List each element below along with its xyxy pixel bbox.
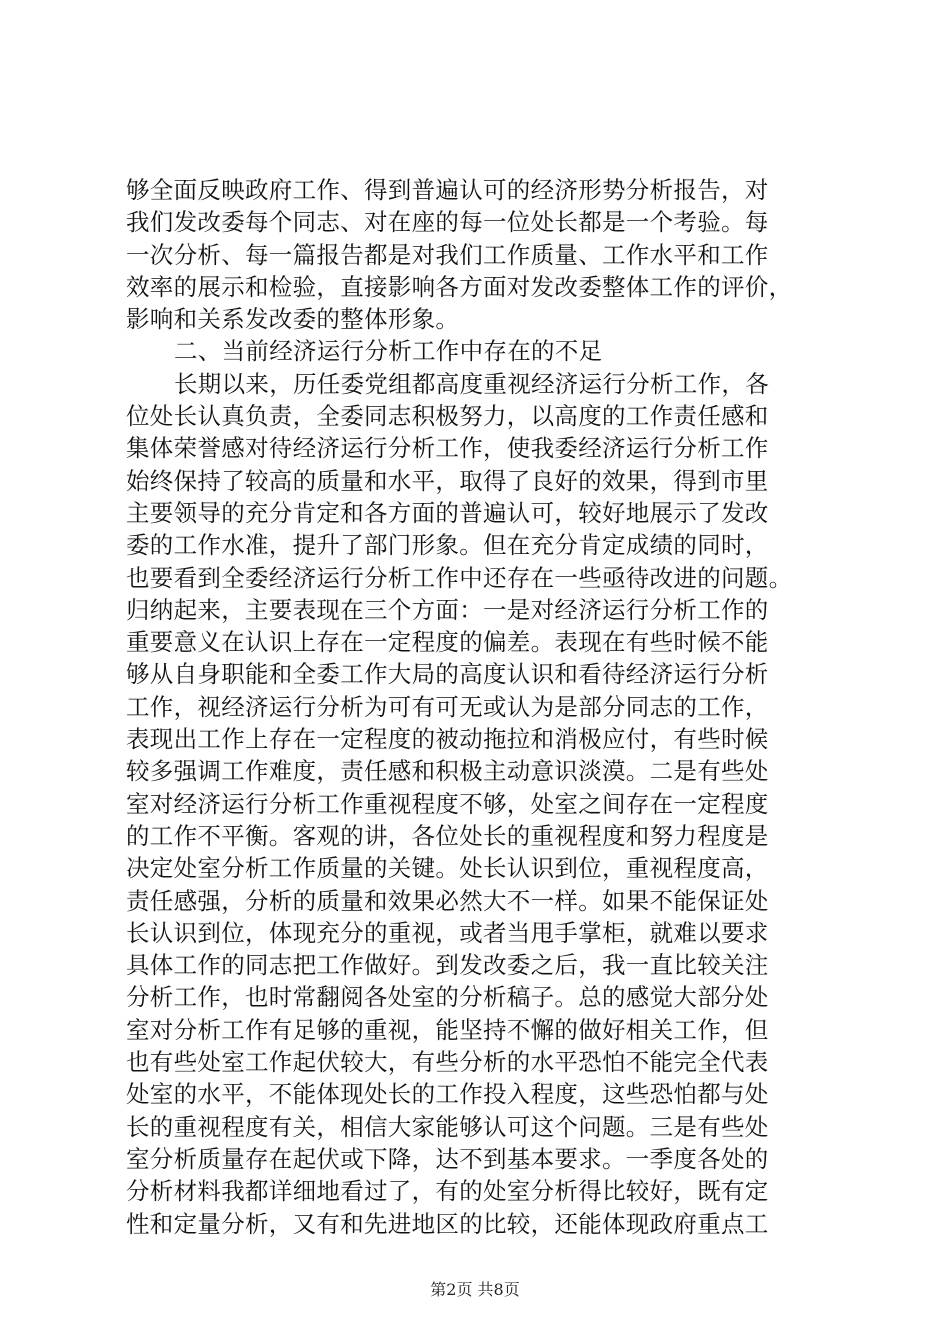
text-line: 位处长认真负责，全委同志积极努力，以高度的工作责任感和 bbox=[126, 402, 769, 431]
text-line: 也有些处室工作起伏较大，有些分析的水平恐怕不能完全代表 bbox=[126, 1048, 769, 1077]
text-line: 够全面反映政府工作、得到普遍认可的经济形势分析报告，对 bbox=[126, 176, 769, 204]
text-line: 归纳起来，主要表现在三个方面：一是对经济运行分析工作的 bbox=[126, 595, 769, 624]
text-line: 表现出工作上存在一定程度的被动拖拉和消极应付，有些时候 bbox=[126, 725, 769, 754]
text-line: 工作，视经济运行分析为可有可无或认为是部分同志的工作， bbox=[126, 692, 769, 721]
text-line: 也要看到全委经济运行分析工作中还存在一些亟待改进的问题。 bbox=[126, 563, 793, 592]
text-line: 室分析质量存在起伏或下降，达不到基本要求。一季度各处的 bbox=[126, 1144, 769, 1173]
text-line: 具体工作的同志把工作做好。到发改委之后，我一直比较关注 bbox=[126, 951, 769, 980]
text-line: 效率的展示和检验，直接影响各方面对发改委整体工作的评价， bbox=[126, 272, 793, 301]
text-line: 的工作不平衡。客观的讲，各位处长的重视程度和努力程度是 bbox=[126, 821, 769, 850]
text-line: 主要领导的充分肯定和各方面的普遍认可，较好地展示了发改 bbox=[126, 498, 769, 527]
text-line: 处室的水平，不能体现处长的工作投入程度，这些恐怕都与处 bbox=[126, 1080, 769, 1109]
text-line: 长的重视程度有关，相信大家能够认可这个问题。三是有些处 bbox=[126, 1112, 769, 1141]
text-line: 分析材料我都详细地看过了，有的处室分析得比较好，既有定 bbox=[126, 1177, 769, 1206]
text-line: 始终保持了较高的质量和水平，取得了良好的效果，得到市里 bbox=[126, 466, 769, 495]
text-line: 二、当前经济运行分析工作中存在的不足 bbox=[174, 337, 603, 366]
text-line: 决定处室分析工作质量的关键。处长认识到位，重视程度高， bbox=[126, 854, 769, 883]
text-line: 分析工作，也时常翻阅各处室的分析稿子。总的感觉大部分处 bbox=[126, 983, 769, 1012]
text-line: 影响和关系发改委的整体形象。 bbox=[126, 305, 460, 334]
text-line: 我们发改委每个同志、对在座的每一位处长都是一个考验。每 bbox=[126, 208, 769, 237]
text-line: 性和定量分析，又有和先进地区的比较，还能体现政府重点工 bbox=[126, 1209, 769, 1238]
document-body bbox=[126, 174, 838, 1240]
text-line: 室对经济运行分析工作重视程度不够，处室之间存在一定程度 bbox=[126, 789, 769, 818]
text-line: 够从自身职能和全委工作大局的高度认识和看待经济运行分析 bbox=[126, 660, 769, 689]
text-line: 一次分析、每一篇报告都是对我们工作质量、工作水平和工作 bbox=[126, 240, 769, 269]
text-line: 责任感强，分析的质量和效果必然大不一样。如果不能保证处 bbox=[126, 886, 769, 915]
text-line: 委的工作水准，提升了部门形象。但在充分肯定成绩的同时， bbox=[126, 531, 769, 560]
text-line: 重要意义在认识上存在一定程度的偏差。表现在有些时候不能 bbox=[126, 628, 769, 657]
text-line: 室对分析工作有足够的重视，能坚持不懈的做好相关工作，但 bbox=[126, 1015, 769, 1044]
text-line: 较多强调工作难度，责任感和积极主动意识淡漠。二是有些处 bbox=[126, 757, 769, 786]
page-footer: 第2页 共8页 bbox=[430, 1280, 520, 1299]
text-line: 集体荣誉感对待经济运行分析工作，使我委经济运行分析工作 bbox=[126, 434, 769, 463]
text-line: 长期以来，历任委党组都高度重视经济运行分析工作，各 bbox=[174, 369, 769, 398]
text-line: 长认识到位，体现充分的重视，或者当甩手掌柜，就难以要求 bbox=[126, 918, 769, 947]
